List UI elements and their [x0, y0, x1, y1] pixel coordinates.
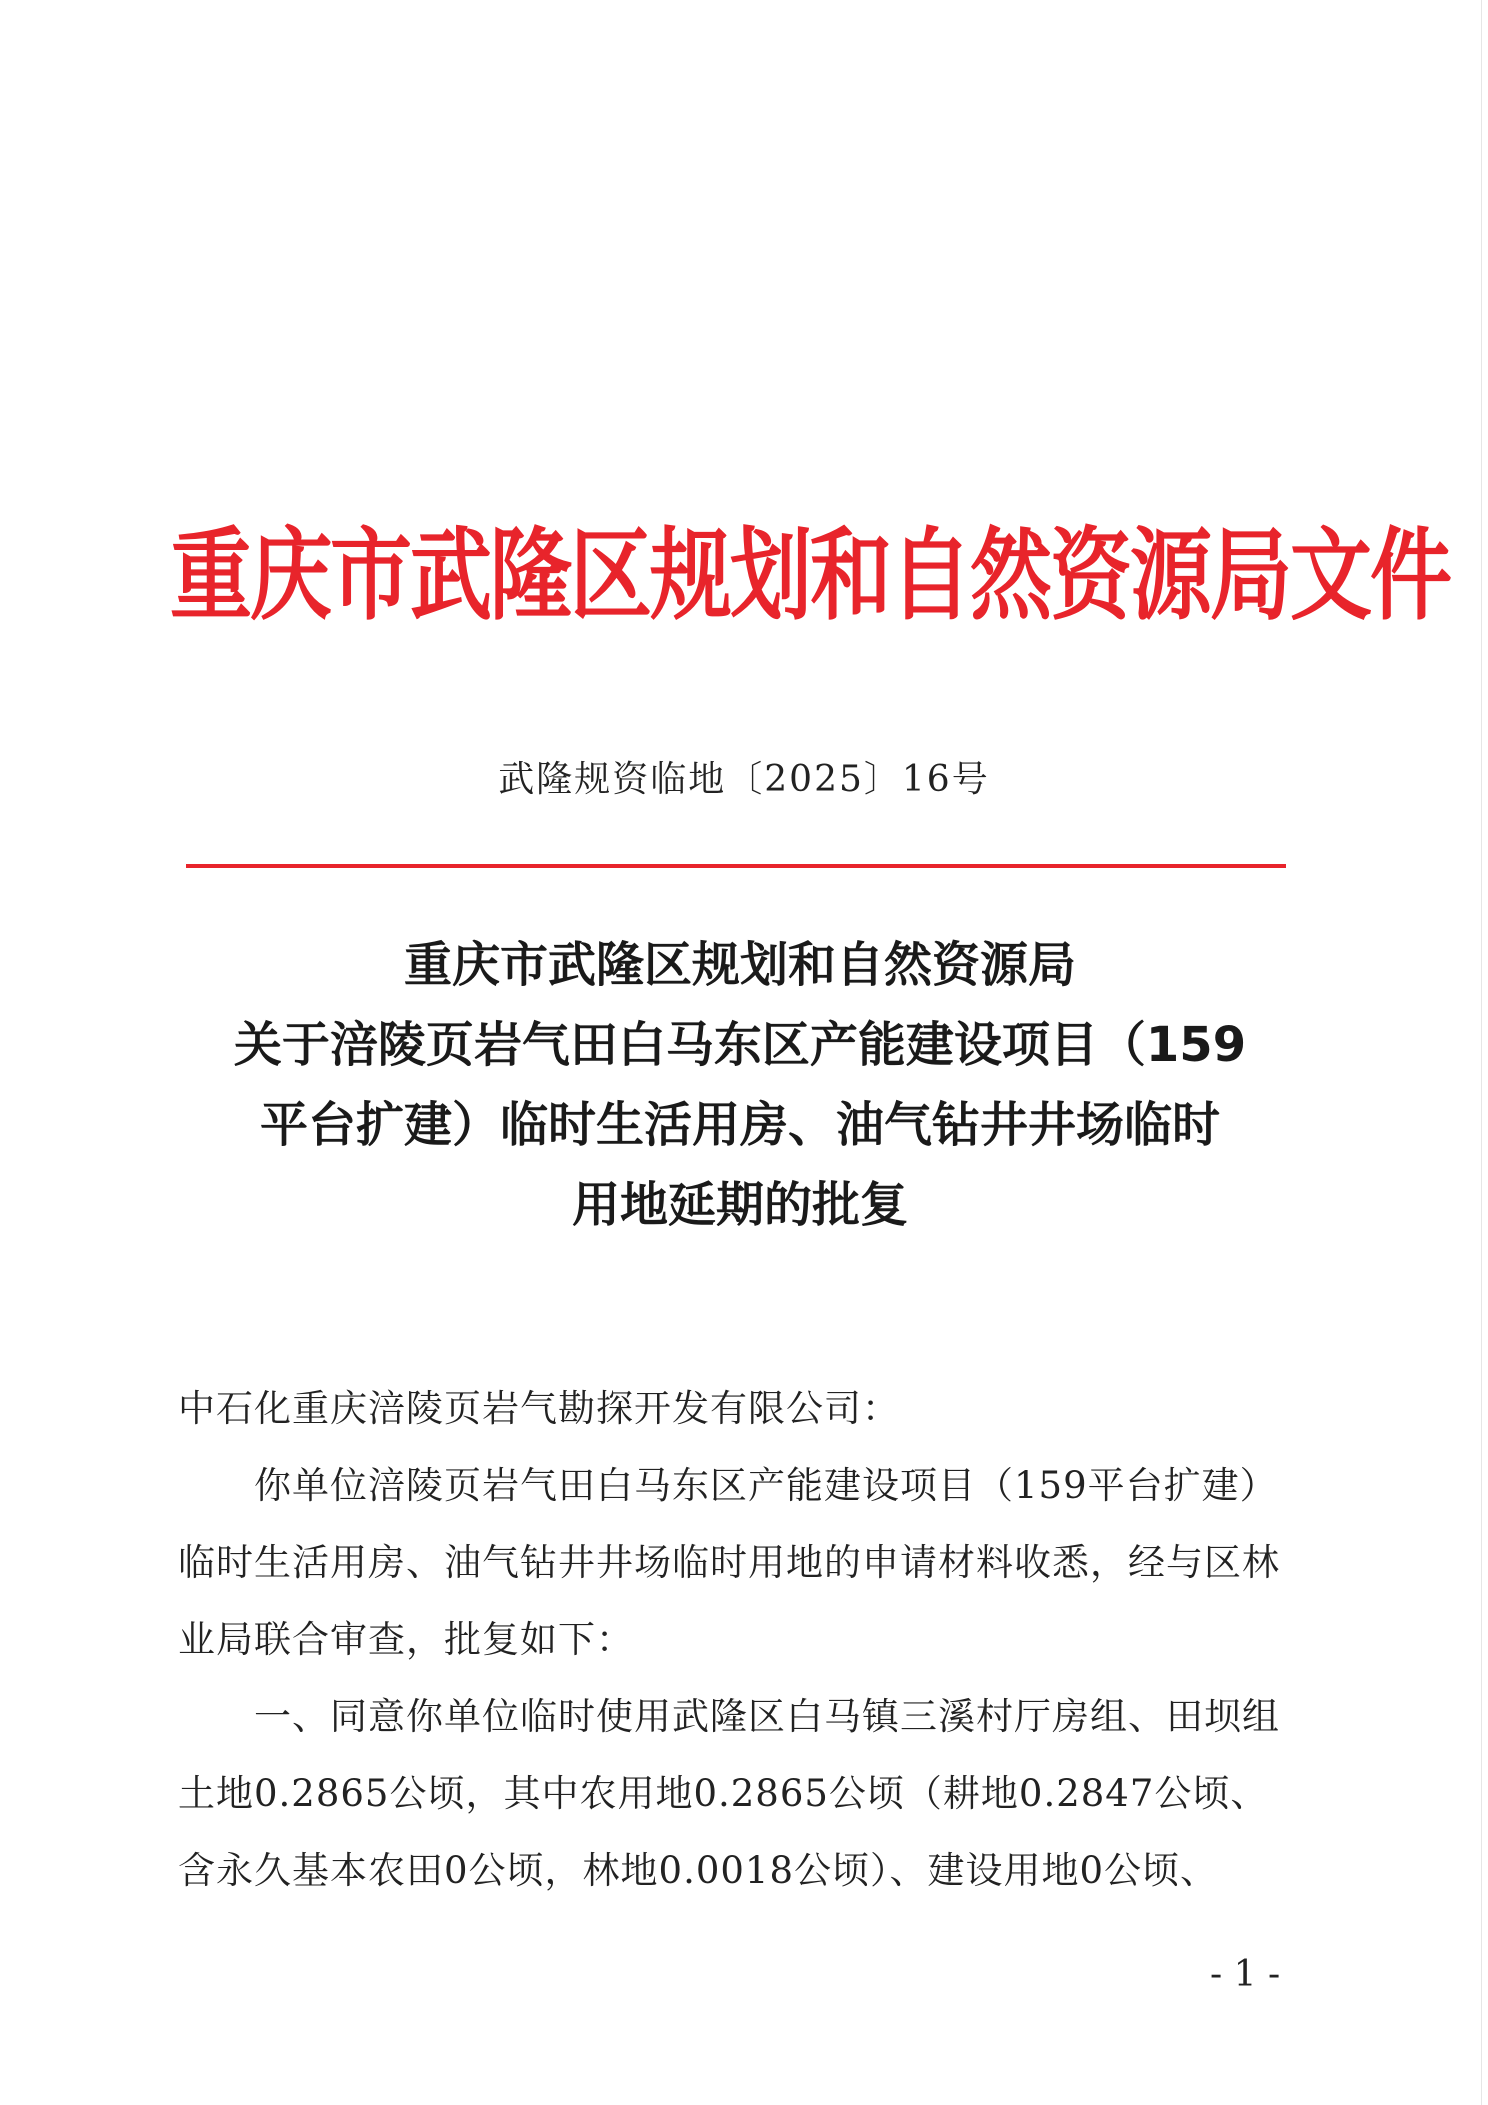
red-header-title: 重庆市武隆区规划和自然资源局文件	[170, 518, 1451, 635]
page-edge-line	[1481, 0, 1482, 2105]
page-number: - 1 -	[1210, 1954, 1281, 1995]
title-line-3: 平台扩建）临时生活用房、油气钻井井场临时	[259, 1097, 1220, 1153]
document-title	[150, 925, 1330, 1245]
body-paragraph-2: 一、同意你单位临时使用武隆区白马镇三溪村厅房组、田坝组土地0.2865公顷，其中农用地0.2865公顷（耕地0.2847公顷、含永久基本农田0公顷，林地0.0018公顷）、建设用地0公顷、	[178, 1695, 1280, 1892]
recipient-line: 中石化重庆涪陵页岩气勘探开发有限公司：	[178, 1387, 900, 1430]
red-divider-line	[186, 864, 1286, 868]
title-line-2: 关于涪陵页岩气田白马东区产能建设项目（159	[233, 1017, 1247, 1073]
document-body	[178, 1370, 1298, 1909]
title-line-4: 用地延期的批复	[571, 1177, 908, 1233]
title-line-1: 重庆市武隆区规划和自然资源局	[403, 937, 1076, 993]
body-paragraph-1: 你单位涪陵页岩气田白马东区产能建设项目（159平台扩建）临时生活用房、油气钻井井场临时用地的申请材料收悉，经与区林业局联合审查，批复如下：	[178, 1464, 1280, 1661]
document-number: 武隆规资临地〔2025〕16号	[498, 759, 990, 800]
